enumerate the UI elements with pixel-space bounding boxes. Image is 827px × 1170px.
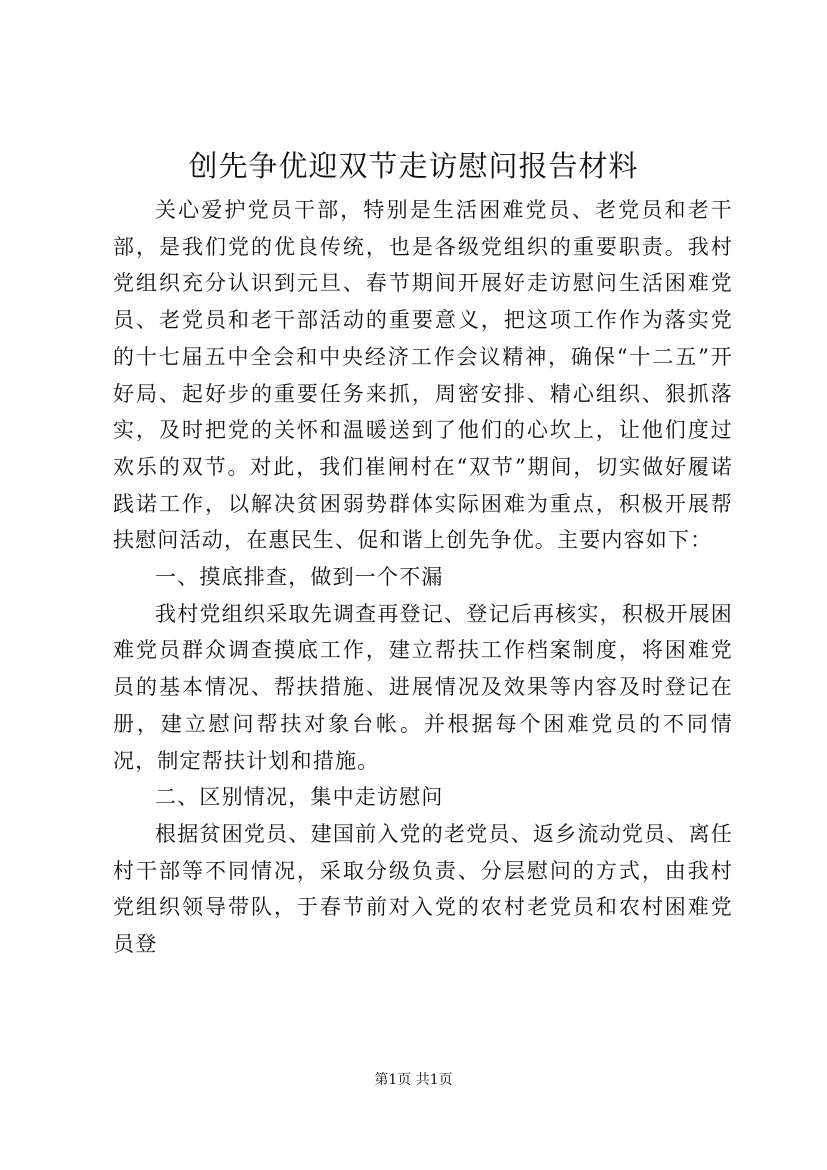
section-heading-2: 二、区别情况，集中走访慰问 [155,785,444,810]
paragraph-section-1: 我村党组织采取先调查再登记、登记后再核实，积极开展困难党员群众调查摸底工作，建立帮扶工作档案制度，将困难党员的基本情况、帮扶措施、进展情况及效果等内容及时登记在册，建立慰问帮扶对象台帐。并根据每个困难党员的不同情况，制定帮扶计划和措施。 [113,601,733,773]
paragraph-intro: 关心爱护党员干部，特别是生活困难党员、老党员和老干部，是我们党的优良传统，也是各级党组织的重要职责。我村党组织充分认识到元旦、春节期间开展好走访慰问生活困难党员、老党员和老干部活动的重要意义，把这项工作作为落实党的十七届五中全会和中央经济工作会议精神，确保“十二五”开好局、起好步的重要任务来抓，周密安排、精心组织、狠抓落实，及时把党的关怀和温暖送到了他们的心坎上，让他们度过欢乐的双节。对此，我们崔闸村在“双节”期间，切实做好履诺践诺工作，以解决贫困弱势群体实际困难为重点，积极开展帮扶慰问活动，在惠民生、促和谐上创先争优。主要内容如下： [113,198,733,553]
document-title: 创先争优迎双节走访慰问报告材料 [188,149,639,183]
page-footer: 第1页 共1页 [374,1072,453,1088]
section-heading-1: 一、摸底排查，做到一个不漏 [155,565,444,590]
paragraph-section-2: 根据贫困党员、建国前入党的老党员、返乡流动党员、离任村干部等不同情况，采取分级负责、分层慰问的方式，由我村党组织领导带队，于春节前对入党的农村老党员和农村困难党员登 [113,821,733,957]
document-body [113,192,733,963]
